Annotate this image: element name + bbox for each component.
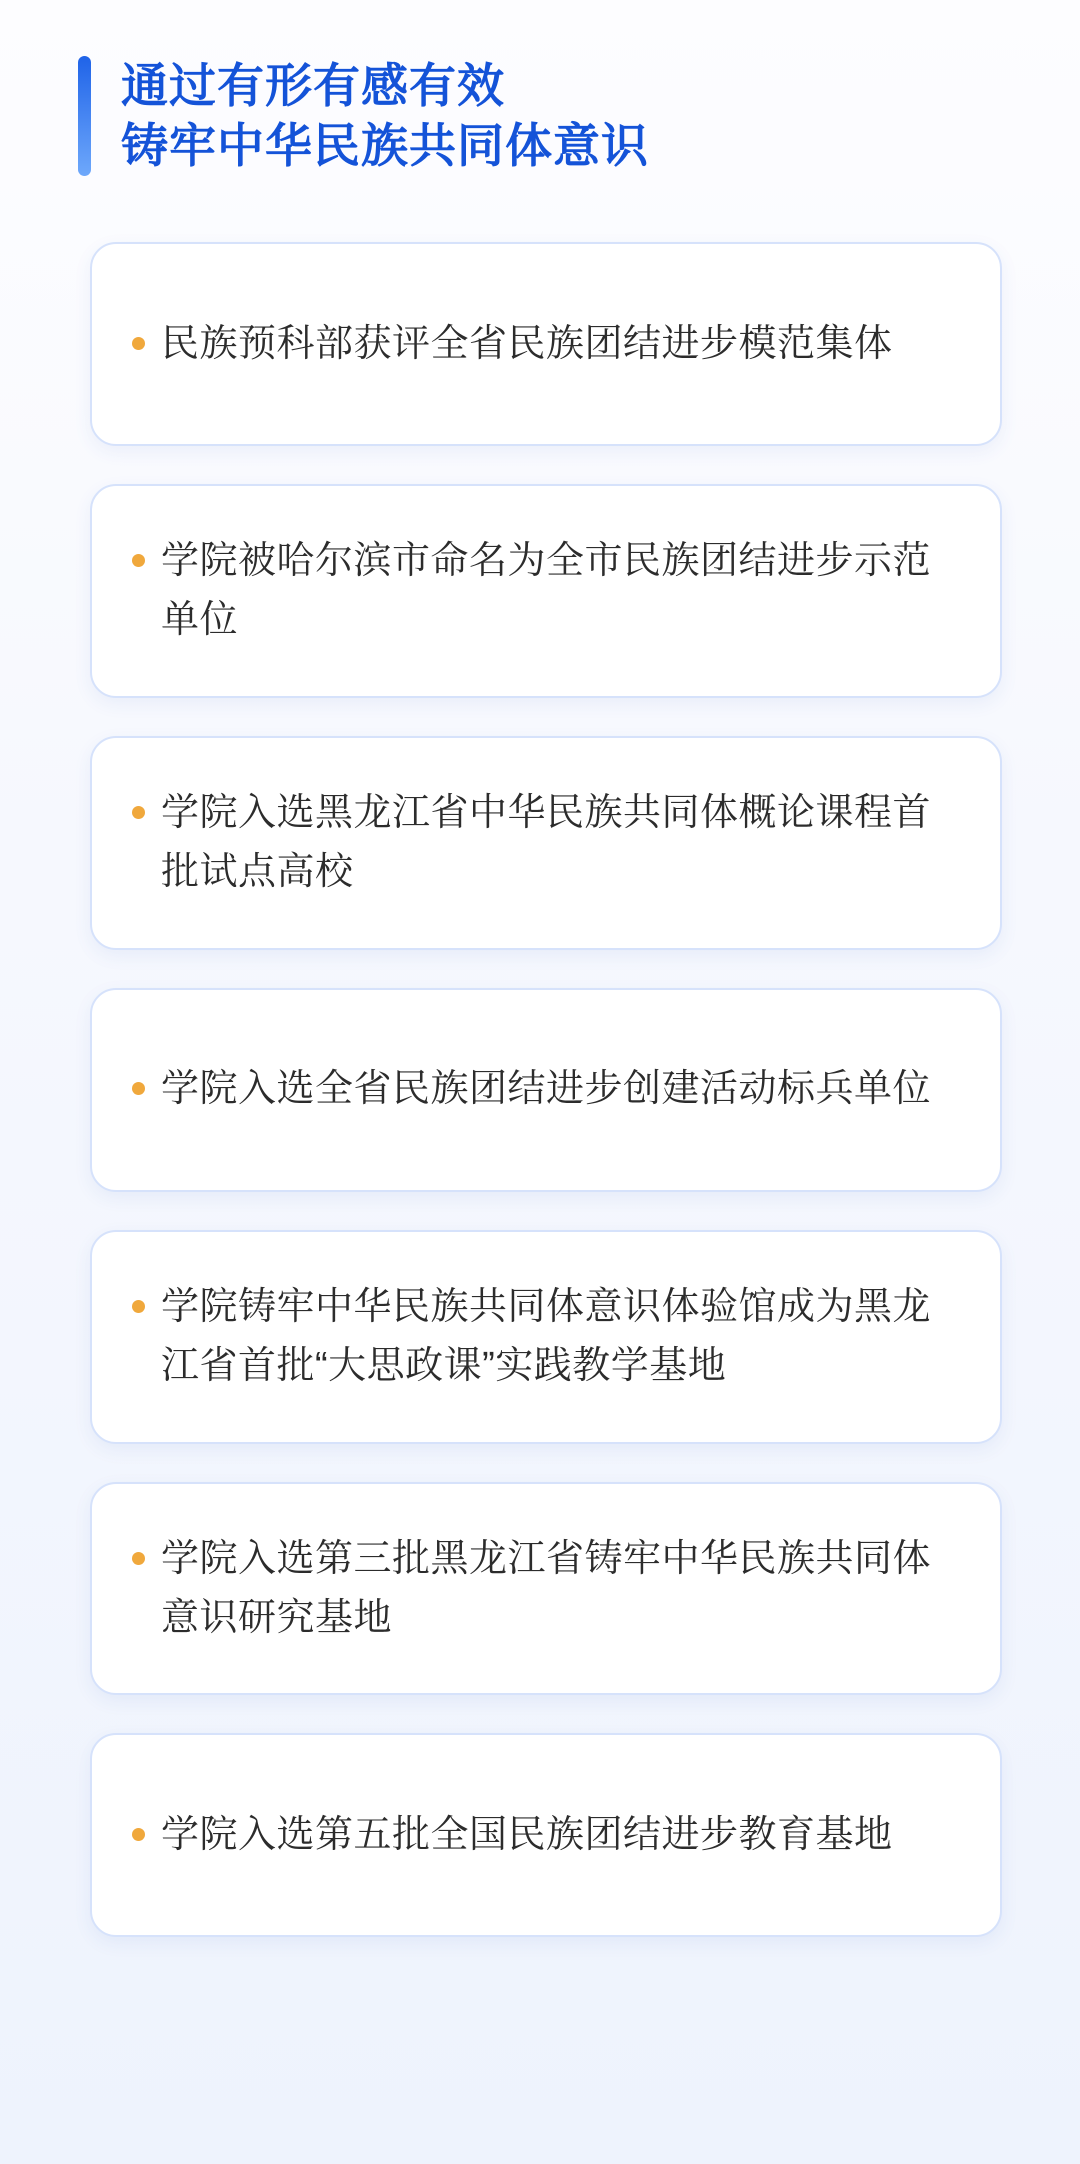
page-header <box>0 0 1080 176</box>
achievement-card <box>90 242 1002 446</box>
page-title-line-2: 铸牢中华民族共同体意识 <box>121 119 649 173</box>
achievement-text: 学院入选全省民族团结进步创建活动标兵单位 <box>161 1068 932 1111</box>
card-content <box>132 1806 960 1865</box>
bullet-dot-icon <box>132 1552 145 1565</box>
card-content <box>132 1530 960 1648</box>
bullet-dot-icon <box>132 337 145 350</box>
card-content <box>132 1060 960 1119</box>
achievement-text: 学院被哈尔滨市命名为全市民族团结进步示范单位 <box>161 540 932 642</box>
achievement-text: 学院入选第五批全国民族团结进步教育基地 <box>161 1813 893 1856</box>
achievement-text: 学院入选第三批黑龙江省铸牢中华民族共同体意识研究基地 <box>161 1537 932 1639</box>
bullet-dot-icon <box>132 554 145 567</box>
achievement-card <box>90 484 1002 698</box>
header-accent-bar <box>78 56 91 176</box>
achievement-card <box>90 736 1002 950</box>
header-title-group <box>121 56 649 176</box>
page-title-line-1: 通过有形有感有效 <box>121 59 505 112</box>
achievement-text: 学院铸牢中华民族共同体意识体验馆成为黑龙江省首批“大思政课”实践教学基地 <box>161 1285 932 1387</box>
card-content <box>132 1278 960 1396</box>
achievement-card <box>90 1482 1002 1696</box>
achievement-card <box>90 988 1002 1192</box>
bullet-dot-icon <box>132 1300 145 1313</box>
bullet-dot-icon <box>132 1082 145 1095</box>
achievement-text: 学院入选黑龙江省中华民族共同体概论课程首批试点高校 <box>161 792 932 893</box>
bullet-dot-icon <box>132 806 145 819</box>
card-content <box>132 532 960 650</box>
bullet-dot-icon <box>132 1828 145 1841</box>
achievement-card <box>90 1230 1002 1444</box>
card-content <box>132 315 960 374</box>
achievement-text: 民族预科部获评全省民族团结进步模范集体 <box>161 322 893 365</box>
achievement-card <box>90 1733 1002 1937</box>
achievement-card-list <box>0 242 1080 1997</box>
card-content <box>132 784 960 902</box>
